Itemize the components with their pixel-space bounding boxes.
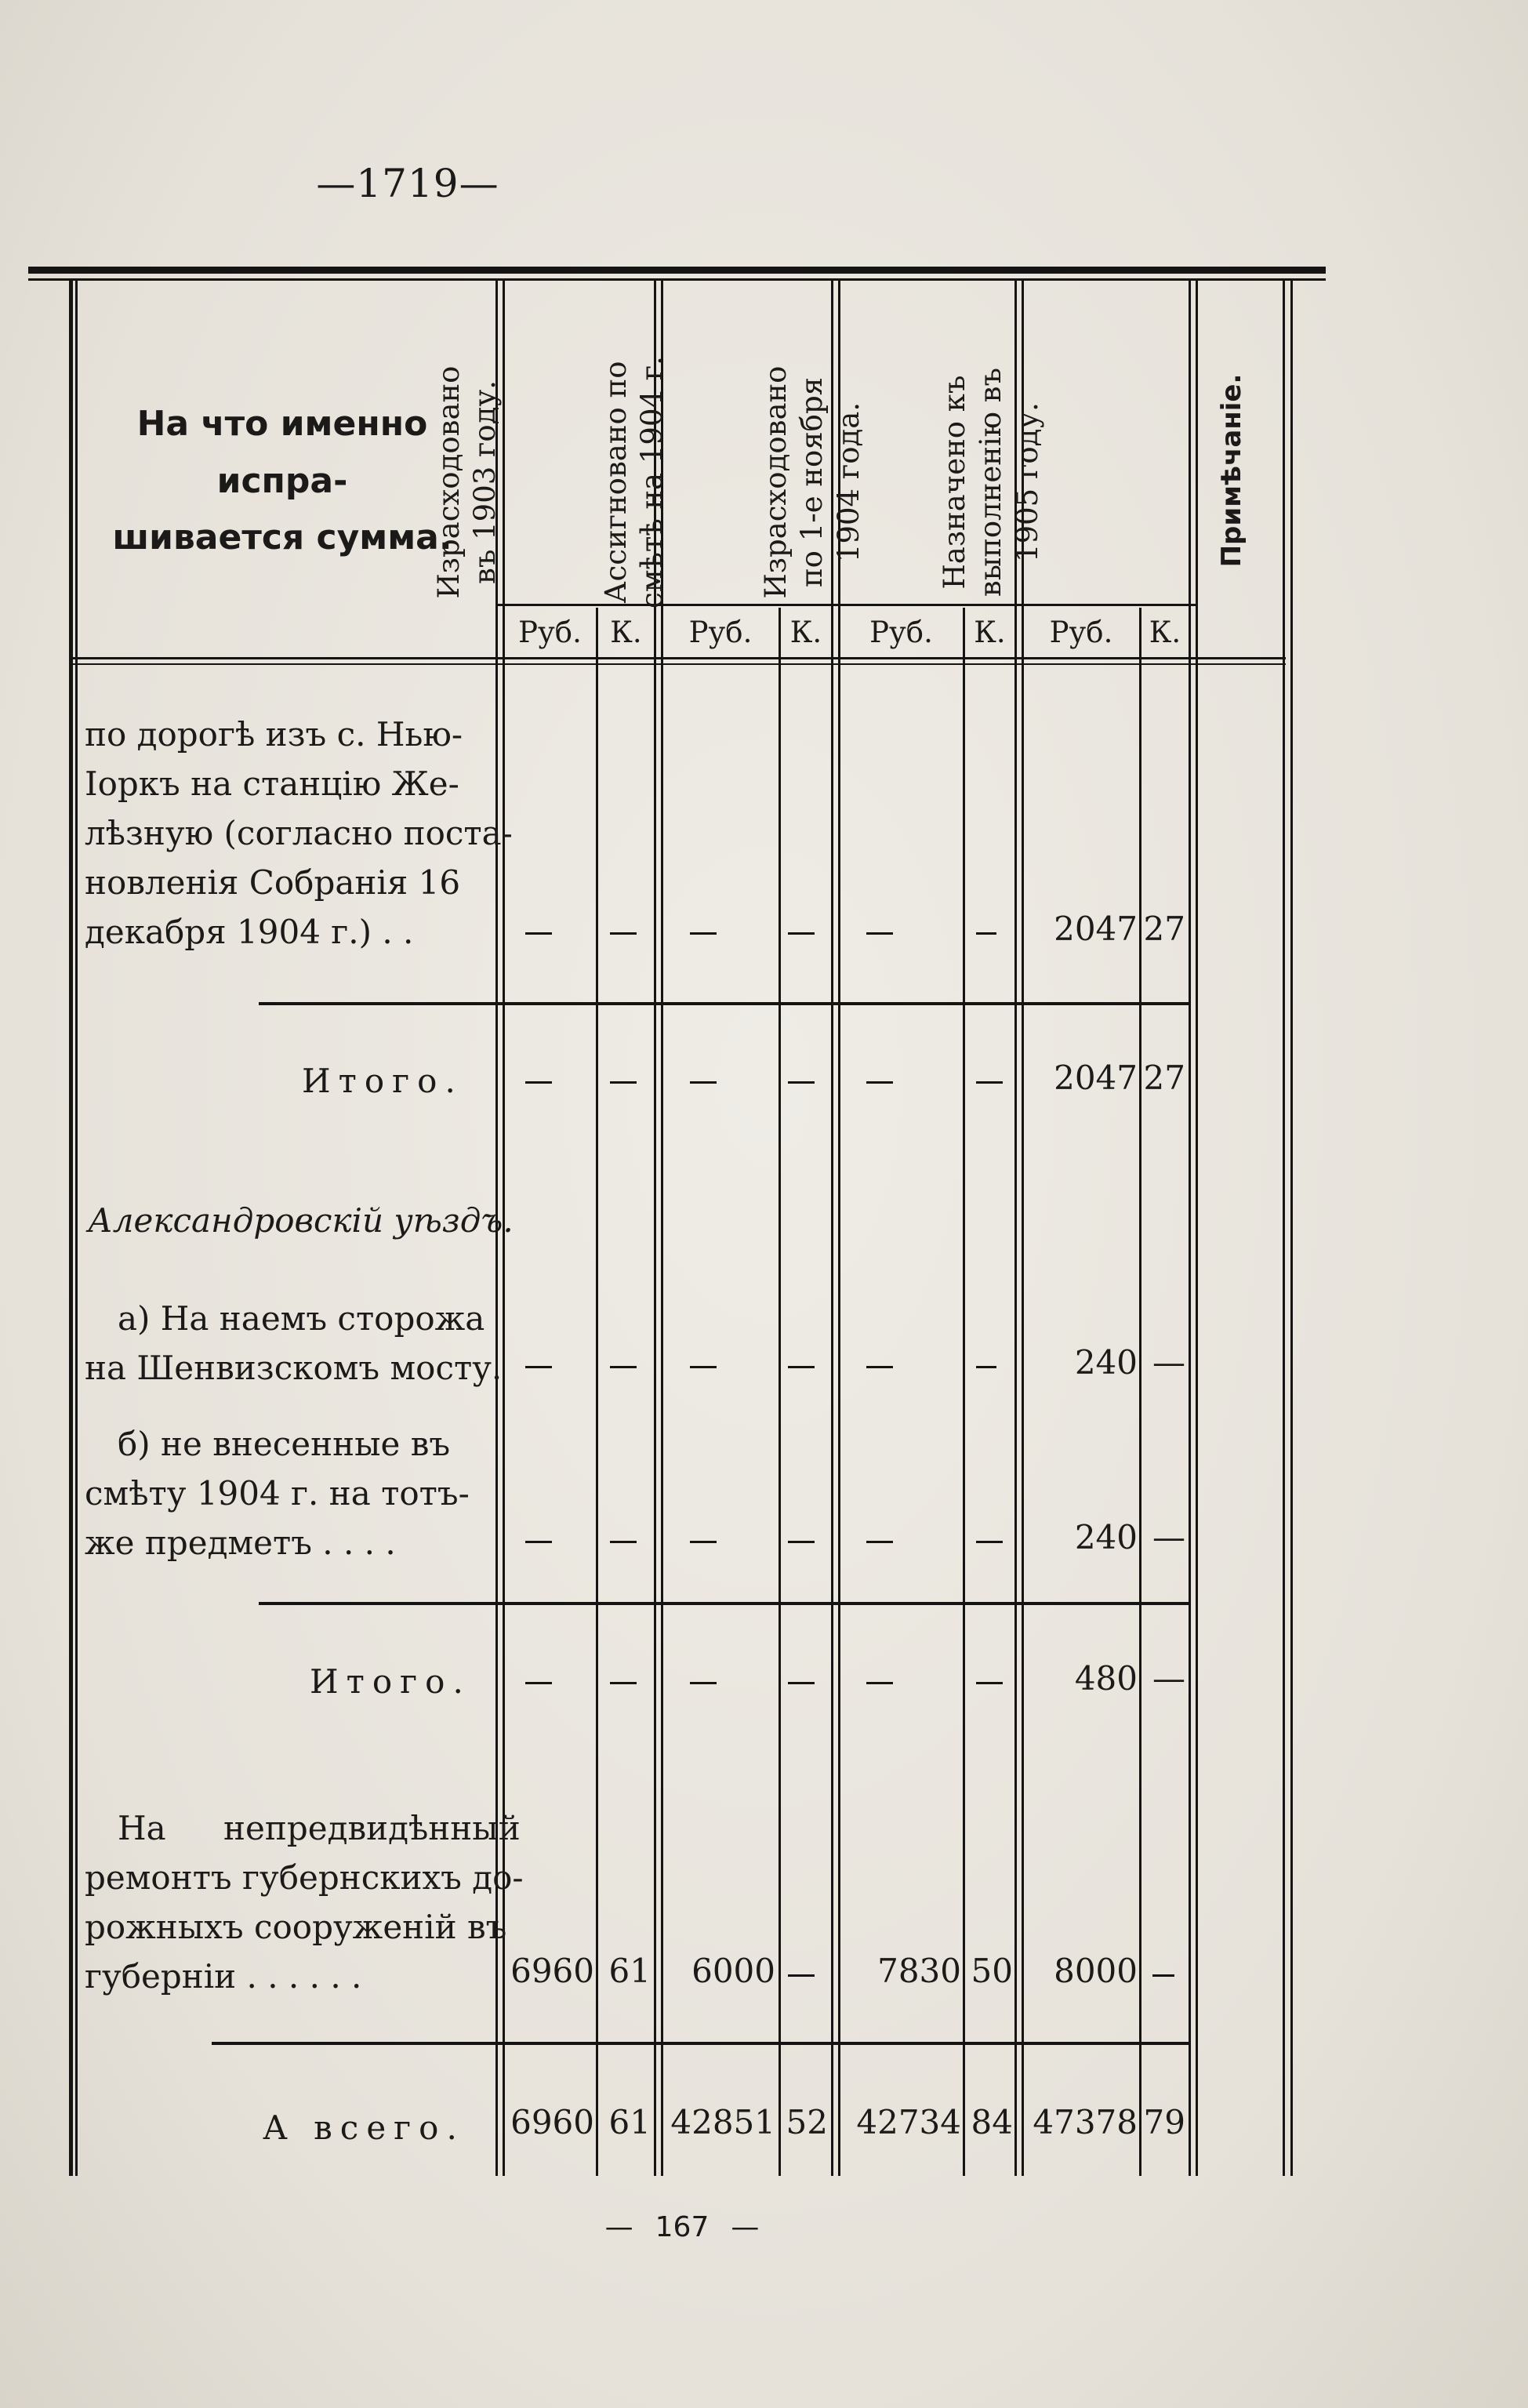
sum-rule [259,1002,1189,1005]
empty-dash [976,1682,1003,1684]
empty-dash [976,932,996,935]
header-assigned-1904: Ассигновано по смѣтѣ на 1904 г. [599,356,670,608]
empty-dash [976,1081,1003,1084]
value-rub: 6000 [691,1952,775,1990]
grand-total-value: 42851 [670,2103,775,2141]
header-note: Примѣчаніе. [1216,373,1247,568]
empty-dash [690,1682,717,1684]
empty-dash [690,1541,717,1543]
empty-dash [525,1541,552,1543]
value-rub: 7830 [877,1952,961,1990]
unit-kop: К. [610,616,642,649]
row-text-line: новленія Собранія 16 [85,863,461,902]
sum-rule [259,1602,1189,1605]
unit-kop: К. [974,616,1006,649]
row-text-line: Іоркъ на станцію Же- [85,765,459,803]
empty-dash [610,1366,637,1368]
unit-rub: Руб. [518,616,582,649]
total-kop: 27 [1143,1059,1185,1097]
row-text-line: по дорогѣ изъ с. Нью- [85,715,463,754]
row-text-line: б) не внесенные въ [118,1425,451,1463]
grand-total-value: 47378 [1033,2103,1138,2141]
col3-kop [963,608,965,2176]
value-kop: — [1152,1518,1185,1556]
empty-dash [788,1974,815,1977]
col5-left-2 [1196,278,1198,2176]
col1-kop [596,608,598,2176]
empty-dash [525,1081,552,1084]
page-number: —1719— [316,161,499,206]
empty-dash [1152,1974,1174,1977]
value-kop: 50 [971,1952,1013,1990]
empty-dash [610,1541,637,1543]
header-rule-2 [71,663,1286,665]
header-description [71,396,494,567]
footer-number-text: 167 [655,2211,710,2243]
total-rub: 2047 [1054,1059,1138,1097]
section-title: Александровскій уѣздъ. [88,1201,514,1240]
row-text-line: же предметъ . . . . [85,1524,396,1562]
empty-dash [525,932,552,935]
row-text-line: На непредвидѣнный [118,1809,521,1847]
col2-kop [779,608,781,2176]
grand-total-value: 79 [1143,2103,1185,2141]
value-rub: 8000 [1054,1952,1138,1990]
unit-kop: К. [1149,616,1181,649]
value-kop: — [1152,1343,1185,1382]
grand-total-value: 6960 [510,2103,594,2141]
top-rule-thin [28,278,1326,281]
empty-dash [866,1081,893,1084]
row-text-line: лѣзную (согласно поста- [85,814,513,852]
empty-dash [976,1541,1003,1543]
empty-dash [788,1366,815,1368]
empty-dash [788,1541,815,1543]
header-description-line2: шивается сумма. [112,518,452,558]
total-label: Итого. [310,1662,471,1701]
row-text-line: ремонтъ губернскихъ до- [85,1858,524,1897]
unit-rub: Руб. [688,616,753,649]
value-rub: 240 [1074,1518,1138,1556]
total-rub: 480 [1074,1659,1138,1698]
grand-total-value: 84 [971,2103,1013,2141]
empty-dash [788,932,815,935]
grand-total-label: А всего. [263,2108,465,2147]
value-rub: 6960 [510,1952,594,1990]
row-text-line: а) На наемъ сторожа [118,1299,485,1338]
footer-page-number [0,2211,1364,2243]
empty-dash [866,932,893,935]
col4-kop [1139,608,1141,2176]
grand-total-value: 61 [608,2103,651,2141]
grand-total-value: 42734 [856,2103,961,2141]
empty-dash [690,932,717,935]
frame-right-2 [1290,278,1293,2176]
row-text-line: смѣту 1904 г. на тотъ- [85,1474,470,1513]
value-rub: 2047 [1054,910,1138,948]
row-text-line: губерніи . . . . . . [85,1957,362,1996]
empty-dash [690,1081,717,1084]
value-kop: 61 [608,1952,651,1990]
top-rule [28,267,1326,274]
footer-dash: — [731,2211,760,2243]
row-text-line: на Шенвизскомъ мосту. [85,1349,503,1387]
unit-rub: Руб. [1049,616,1113,649]
col5-left [1189,278,1191,2176]
footer-dash: — [604,2211,633,2243]
empty-dash [976,1366,996,1368]
header-spent-nov-1904: Израсходовано по 1-е ноября 1904 года. [759,365,866,599]
row-text-line: декабря 1904 г.) . . [85,913,414,951]
empty-dash [788,1682,815,1684]
header-planned-1905: Назначено къ выполненію въ 1905 году. [938,367,1044,597]
empty-dash [610,1682,637,1684]
unit-rub: Руб. [869,616,933,649]
empty-dash [866,1541,893,1543]
empty-dash [610,932,637,935]
empty-dash [866,1682,893,1684]
total-kop: — [1152,1659,1185,1698]
value-rub: 240 [1074,1343,1138,1382]
empty-dash [525,1366,552,1368]
value-kop: 27 [1143,910,1185,948]
row-text-line: рожныхъ сооруженій въ [85,1908,507,1946]
empty-dash [866,1366,893,1368]
frame-right [1283,278,1285,2176]
empty-dash [610,1081,637,1084]
header-spent-1903: Израсходовано въ 1903 году. [432,365,503,599]
unit-kop: К. [789,616,822,649]
sum-rule [212,2042,1189,2045]
grand-total-value: 52 [786,2103,828,2141]
empty-dash [788,1081,815,1084]
header-rule [71,657,1286,659]
empty-dash [690,1366,717,1368]
empty-dash [525,1682,552,1684]
total-label: Итого. [302,1062,463,1100]
header-description-line1: На что именно испра- [136,404,428,501]
